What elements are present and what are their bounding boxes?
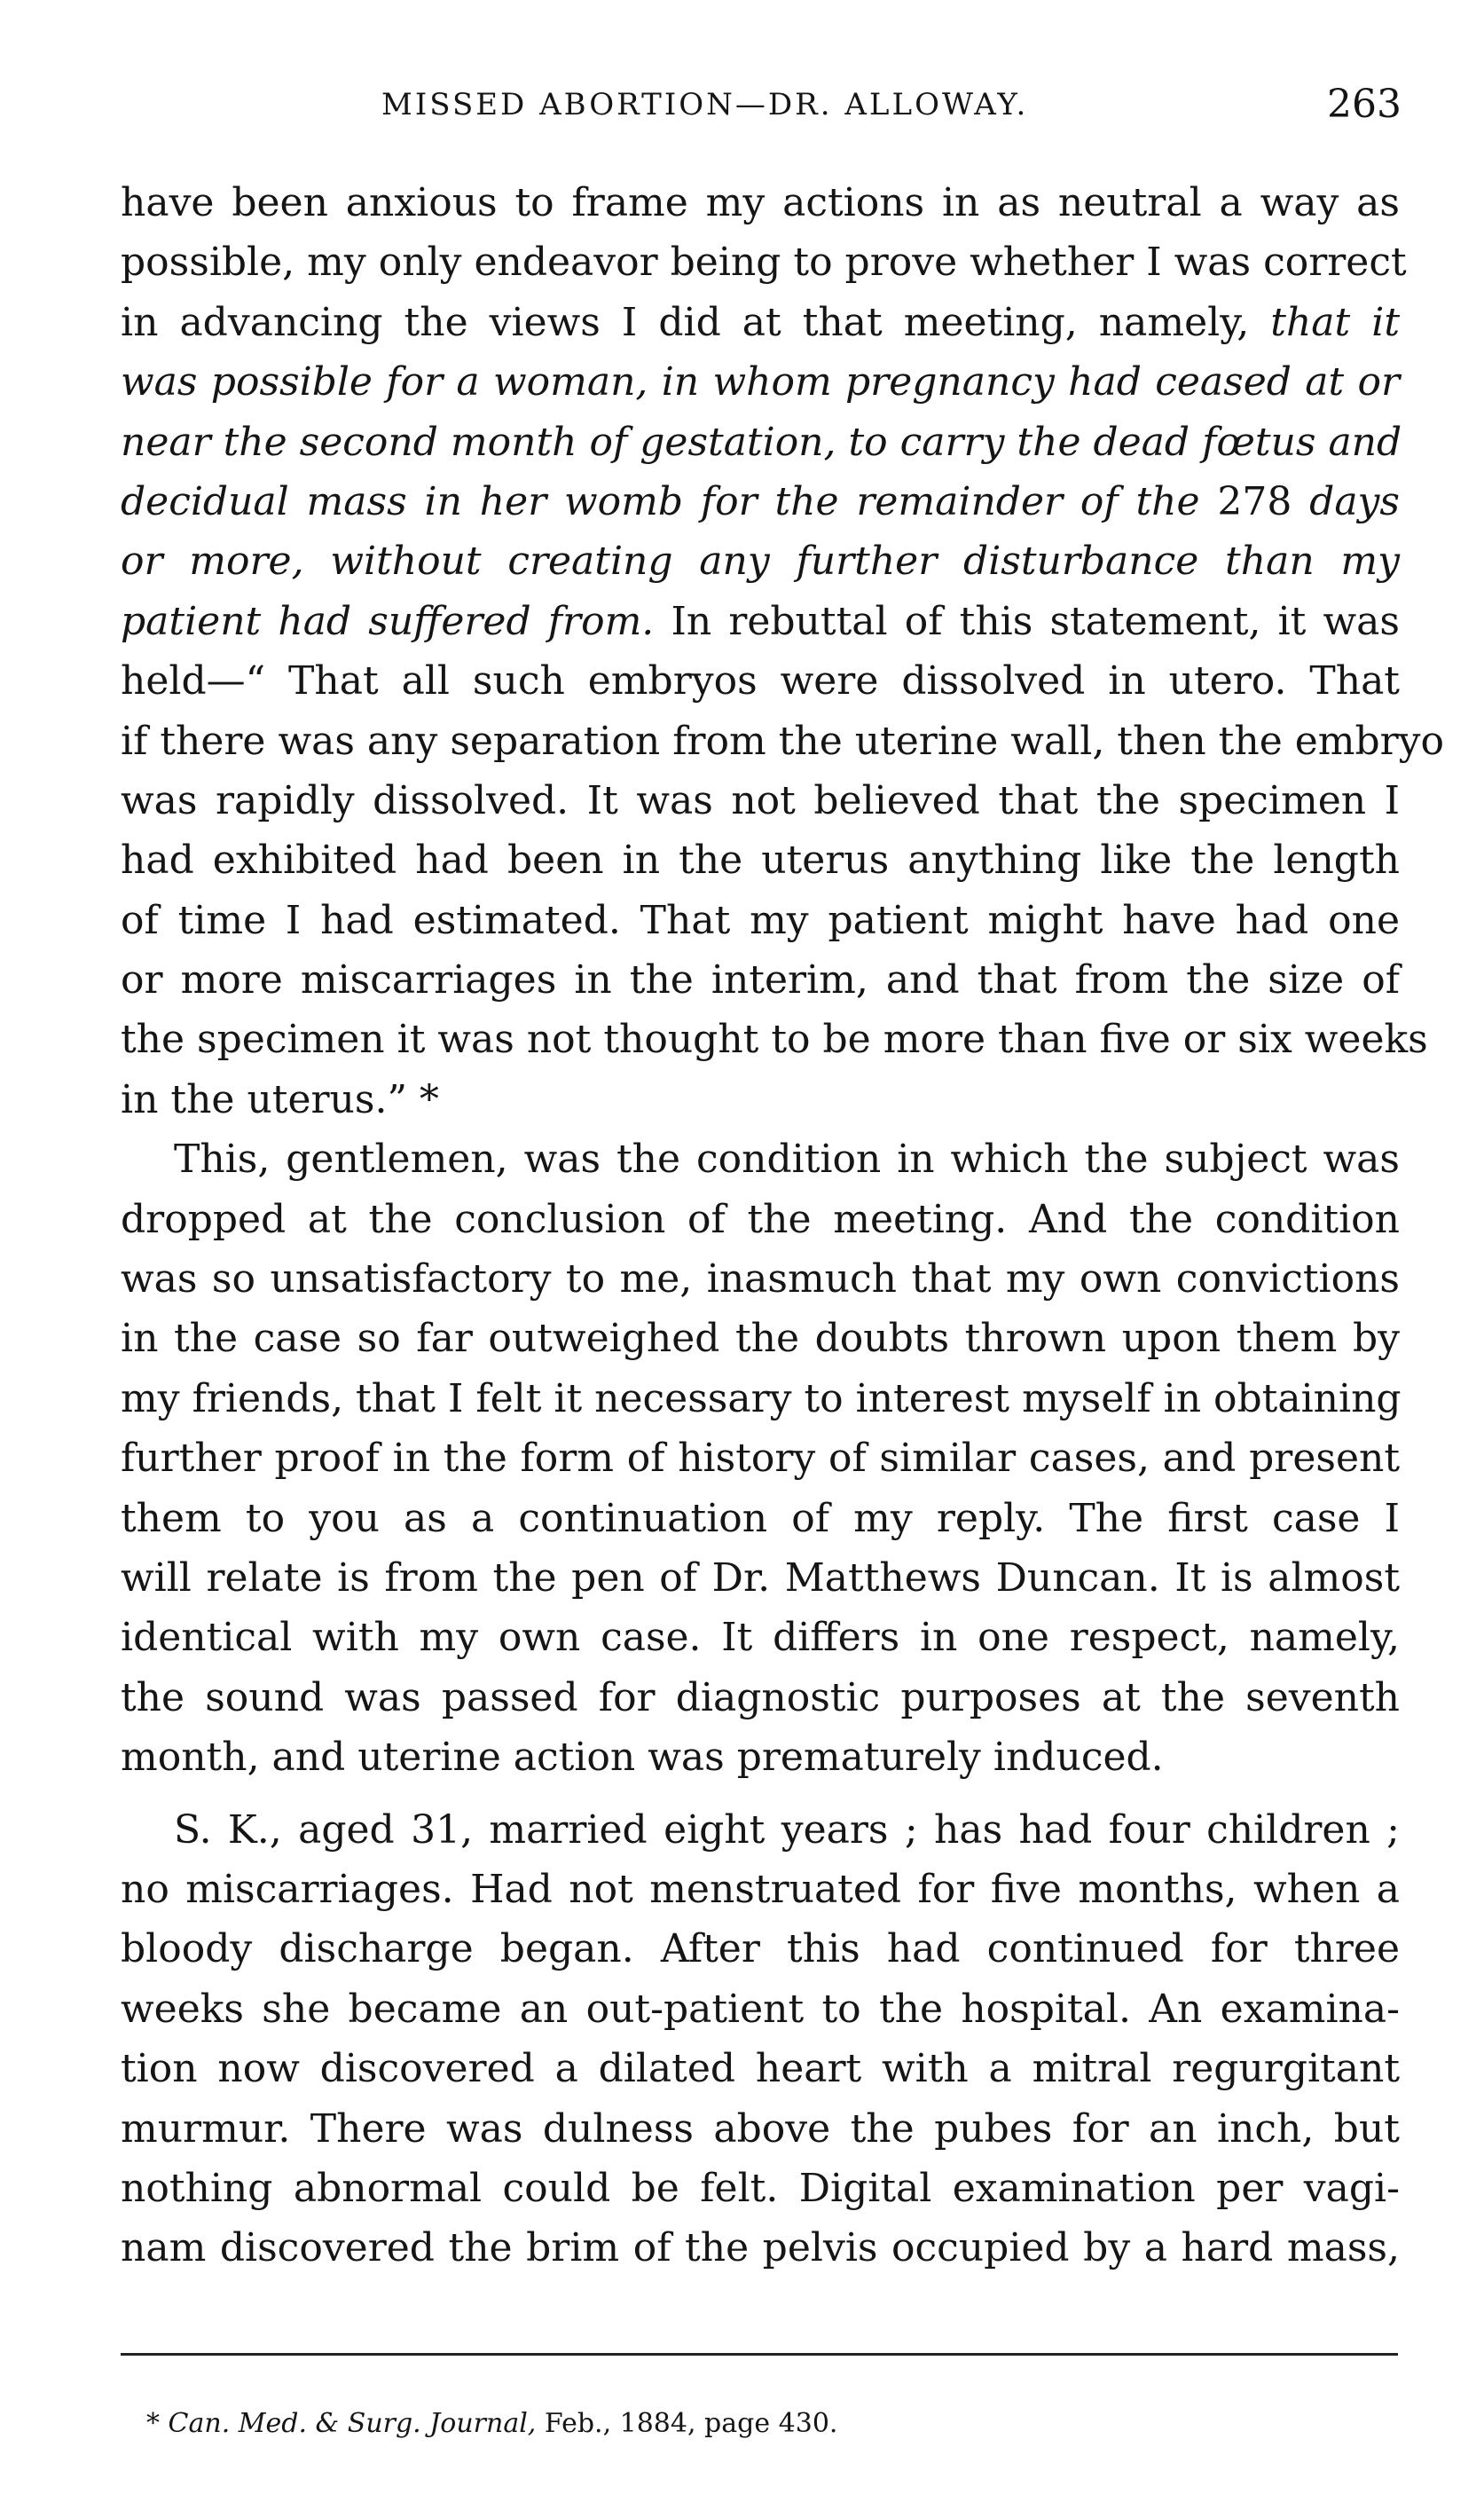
text-line: bloody discharge began. After this had continued for three (121, 1926, 1400, 1972)
footnote-divider (121, 2353, 1398, 2356)
footnote-journal: Can. Med. & Surg. Journal, (168, 2408, 537, 2439)
text-line: dropped at the conclusion of the meeting. And the condition (121, 1196, 1400, 1242)
italic-span: decidual mass in her womb for the remainder of the (121, 478, 1218, 524)
footnote-details: Feb., 1884, page 430. (536, 2408, 838, 2439)
text-line: was so unsatisfactory to me, inasmuch that my own convictions (121, 1256, 1400, 1302)
text-line: of time I had estimated. That my patient might have had one (121, 897, 1400, 943)
text-line: month, and uterine action was prematurely induced. (121, 1735, 1164, 1781)
text-line (121, 293, 1400, 352)
body-text (121, 173, 1445, 2278)
text-line: the sound was passed for diagnostic purposes at the seventh (121, 1674, 1400, 1720)
text-line: or more miscarriages in the interim, and that from the size of (121, 957, 1400, 1003)
text-span: in advancing the views I did at that meeting, namely, (121, 299, 1271, 345)
text-line (121, 352, 1400, 412)
text-line: the specimen it was not thought to be more than five or six weeks (121, 1017, 1428, 1063)
text-line (121, 472, 1400, 531)
text-line: murmur. There was dulness above the pubes for an inch, but (121, 2105, 1400, 2152)
text-line: identical with my own case. It differs in one respect, namely, (121, 1615, 1400, 1661)
text-line: no miscarriages. Had not menstruated for five months, when a (121, 1866, 1400, 1912)
text-line (121, 531, 1400, 591)
text-line: held—“ That all such embryos were dissolved in utero. That (121, 658, 1400, 704)
footnote (146, 2408, 837, 2439)
paragraph-2 (121, 1129, 1400, 1787)
text-line: my friends, that I felt it necessary to interest myself in obtaining (121, 1375, 1402, 1421)
italic-span: or more, without creating any further disturbance than my (121, 539, 1400, 585)
italic-span: days (1292, 478, 1400, 524)
italic-span: was possible for a woman, in whom pregnancy had ceased at or (121, 359, 1400, 405)
text-line: further proof in the form of history of similar cases, and present (121, 1436, 1400, 1482)
text-line: had exhibited had been in the uterus anything like the length (121, 838, 1400, 884)
text-line: have been anxious to frame my actions in as neutral a way as (121, 180, 1400, 225)
italic-span: patient had suffered from. (121, 598, 655, 644)
text-line: This, gentlemen, was the condition in which the subject was (174, 1137, 1400, 1183)
paragraph-1 (121, 173, 1445, 1129)
text-span: In rebuttal of this statement, it was (654, 598, 1400, 644)
text-line: tion now discovered a dilated heart with a mitral regurgitant (121, 2046, 1400, 2092)
text-line: in the uterus.” * (121, 1076, 439, 1122)
text-line (121, 413, 1400, 472)
page-number: 263 (1327, 82, 1402, 127)
text-line (121, 592, 1400, 651)
text-line: if there was any separation from the uterine wall, then the embryo (121, 718, 1445, 764)
text-span: 278 (1217, 478, 1292, 524)
text-line: was rapidly dissolved. It was not believed that the specimen I (121, 777, 1400, 823)
text-line: will relate is from the pen of Dr. Matthews Duncan. It is almost (121, 1554, 1400, 1601)
italic-span: near the second month of gestation, to carry the dead fœtus and (121, 419, 1402, 465)
text-line: nam discovered the brim of the pelvis occupied by a hard mass, (121, 2225, 1400, 2271)
paragraph-3 (121, 1800, 1400, 2278)
text-line: possible, my only endeavor being to prove whether I was correct (121, 240, 1407, 286)
text-line: S. K., aged 31, married eight years ; has had four children ; (174, 1806, 1400, 1853)
text-line: in the case so far outweighed the doubts thrown upon them by (121, 1316, 1400, 1362)
footnote-marker: * (146, 2408, 160, 2439)
text-line: them to you as a continuation of my reply. The first case I (121, 1495, 1400, 1541)
italic-span: that it (1270, 299, 1400, 345)
running-title: MISSED ABORTION—DR. ALLOWAY. (381, 87, 1029, 122)
text-line: weeks she became an out-patient to the hospital. An examina- (121, 1986, 1400, 2032)
text-line: nothing abnormal could be felt. Digital examination per vagi- (121, 2165, 1400, 2211)
